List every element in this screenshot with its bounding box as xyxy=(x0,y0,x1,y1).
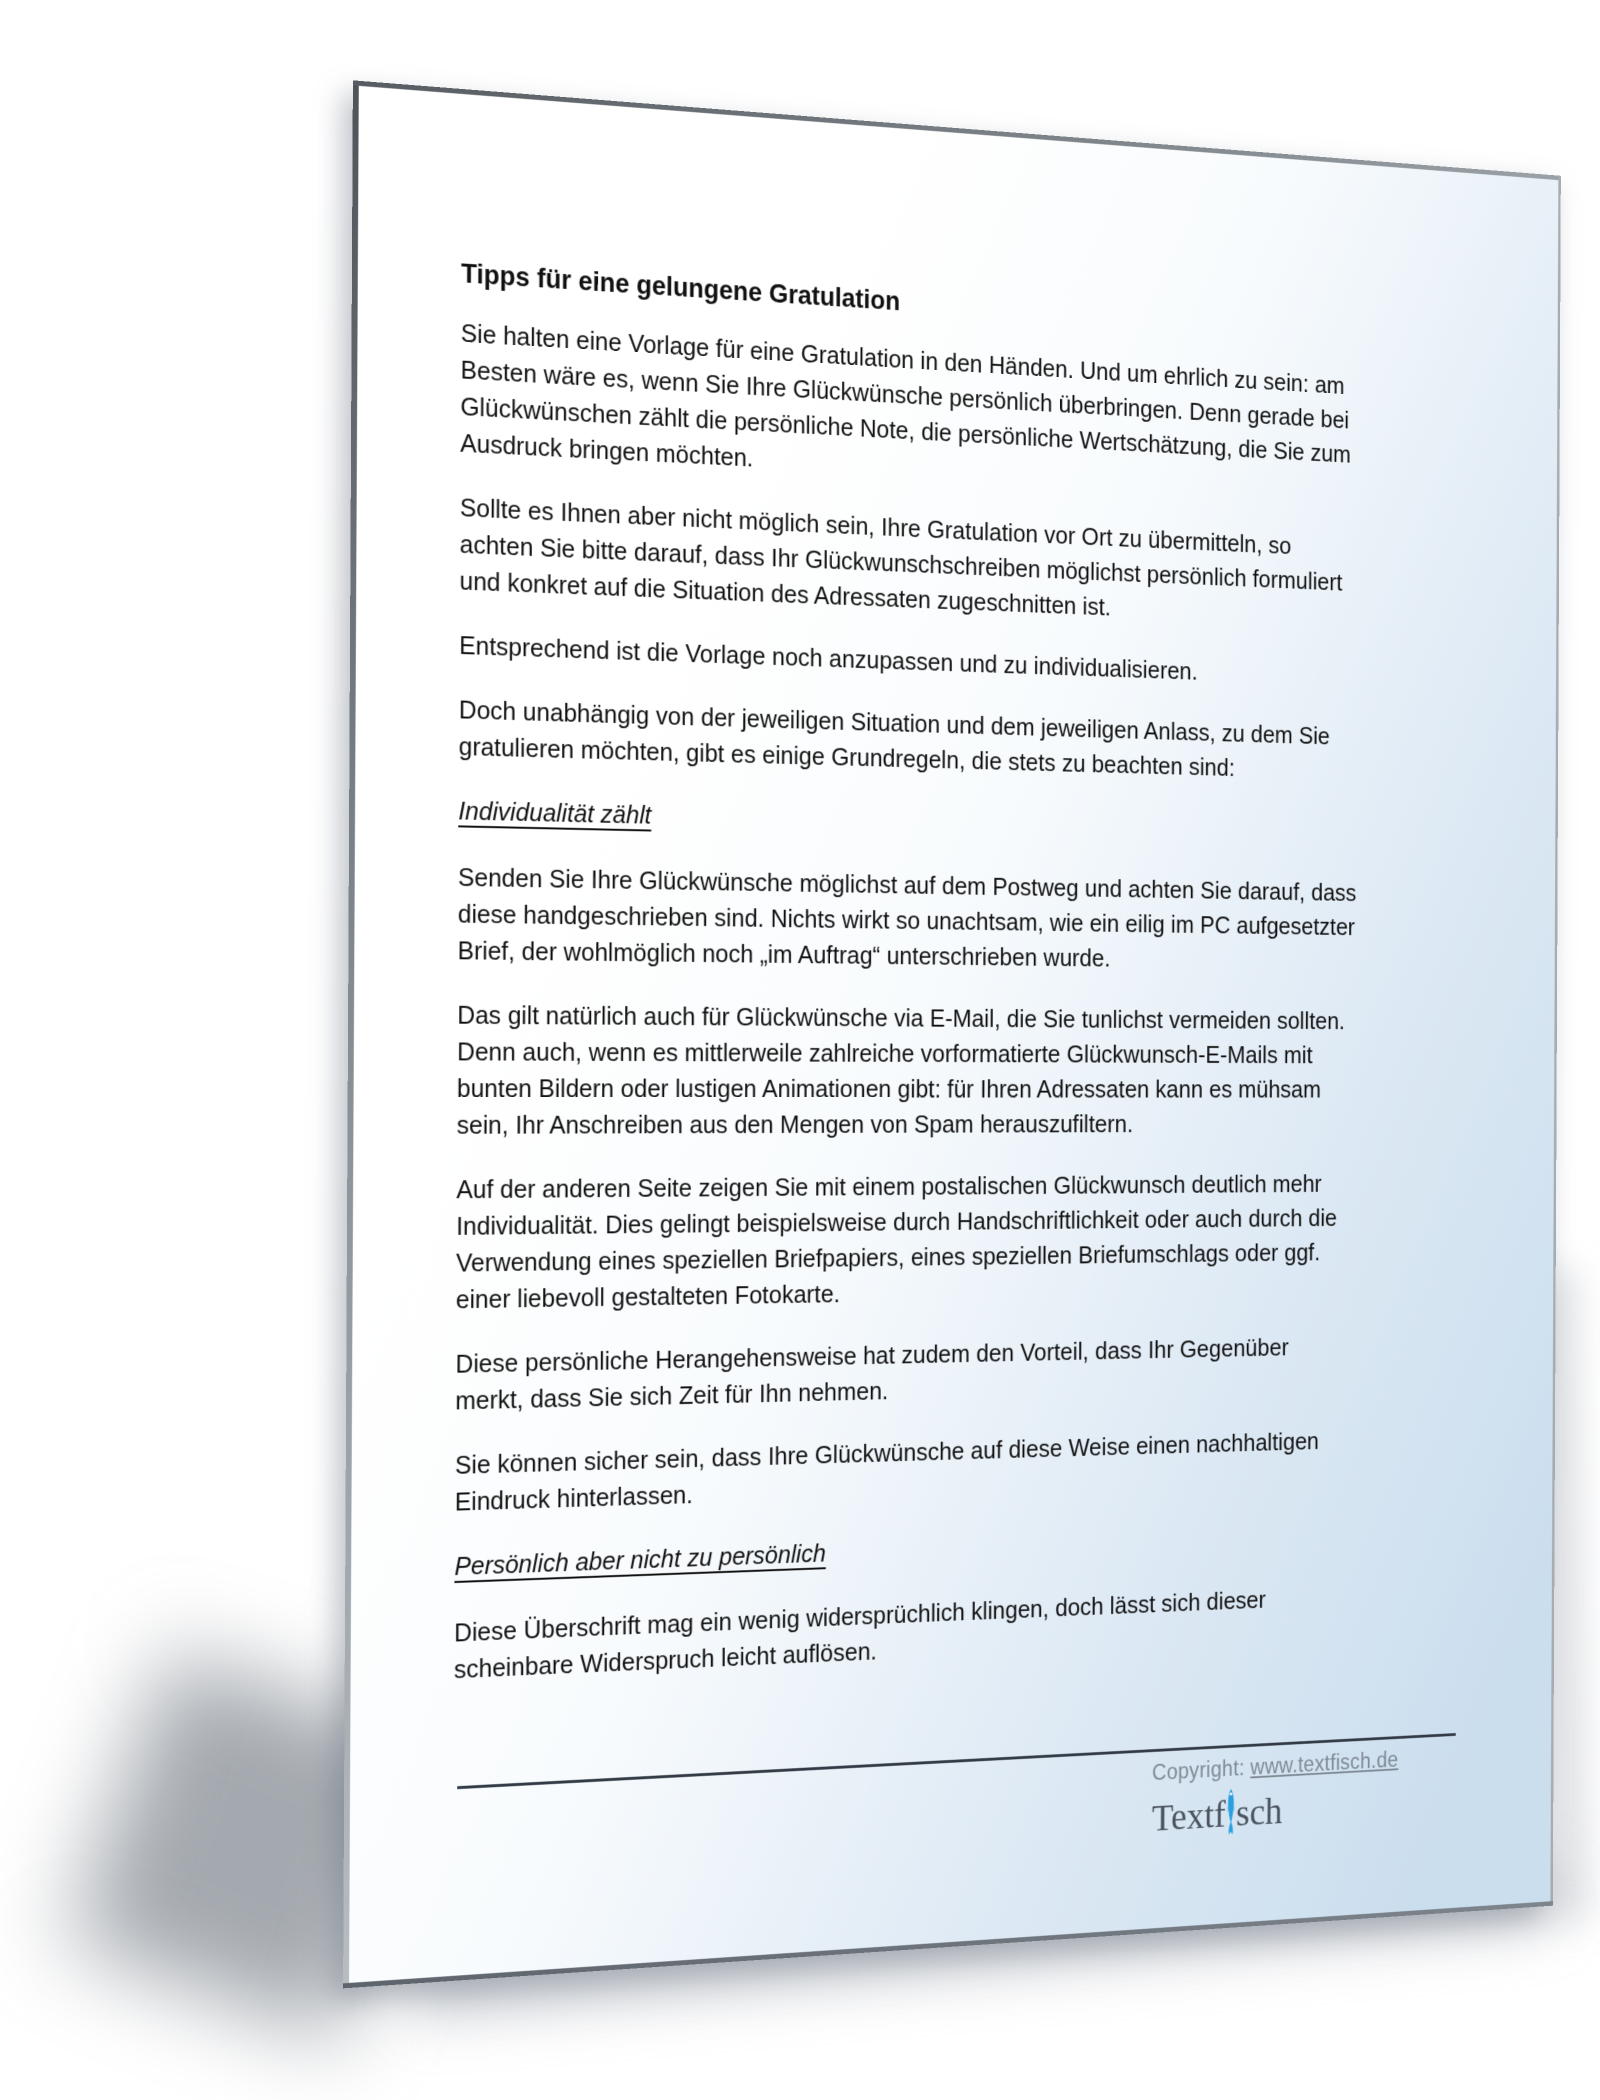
paragraph: Diese Überschrift mag ein wenig widersprüchlich klingen, doch lässt sich dieser scheinbare Widerspruch leicht auflösen. xyxy=(453,1587,1266,1685)
section-heading: Individualität zählt xyxy=(458,797,652,830)
copyright-label: Copyright: xyxy=(1151,1755,1251,1785)
paragraph: Sie halten eine Vorlage für eine Gratulation in den Händen. Und um ehrlich zu sein: am Besten wäre es, wenn Sie Ihre Glückwünsche persönlich überbringen. Denn gerade bei Glückwünschen zählt die persönliche Note, die persönliche Wertschätzung, die Sie zum Ausdruck bringen möchten. xyxy=(460,319,1351,473)
paragraph: Auf der anderen Seite zeigen Sie mit einem postalischen Glückwunsch deutlich mehr Individualität. Dies gelingt beispielsweise durch Handschriftlichkeit oder auch durch die Verwendung eines speziellen Briefpapiers, eines speziellen Briefumschlags oder ggf. einer liebevoll gestalteten Fotokarte. xyxy=(455,1171,1338,1315)
document-content xyxy=(343,80,1561,1988)
paragraph: Das gilt natürlich auch für Glückwünsche via E-Mail, die Sie tunlichst vermeiden sollten. Denn auch, wenn es mittlerweile zahlreiche vorformatierte Glückwunsch-E-Mails mit bunten Bildern oder lustigen Animationen gibt: für Ihren Adressaten kann es mühsam sein, Ihr Anschreiben aus den Mengen von Spam herauszufiltern. xyxy=(456,1001,1346,1140)
section-heading: Persönlich aber nicht zu persönlich xyxy=(454,1540,826,1582)
document-page xyxy=(343,80,1561,1988)
logo-text-suffix: sch xyxy=(1235,1788,1283,1835)
paragraph: Senden Sie Ihre Glückwünsche möglichst auf dem Postweg und achten Sie darauf, dass diese handgeschrieben sind. Nichts wirkt so unachtsam, wie ein eilig im PC aufgesetzter Brief, der wohlmöglich noch „im Auftrag“ unterschrieben wurde. xyxy=(457,864,1357,973)
paragraph: Sollte es Ihnen aber nicht möglich sein, Ihre Gratulation vor Ort zu übermitteln, so achten Sie bitte darauf, dass Ihr Glückwunschschreiben möglichst persönlich formuliert und konkret auf die Situation des Adressaten zugeschnitten ist. xyxy=(459,494,1343,622)
logo-text-prefix: Textf xyxy=(1151,1791,1226,1840)
paragraph: Diese persönliche Herangehensweise hat zudem den Vorteil, dass Ihr Gegenüber merkt, dass Sie sich Zeit für Ihn nehmen. xyxy=(455,1334,1289,1416)
paragraph: Sie können sicher sein, dass Ihre Glückwünsche auf diese Weise einen nachhaltigen Eindruck hinterlassen. xyxy=(454,1428,1319,1517)
copyright-link[interactable]: www.textfisch.de xyxy=(1250,1747,1399,1780)
paragraph: Doch unabhängig von der jeweiligen Situation und dem jeweiligen Anlass, zu dem Sie gratulieren möchten, gibt es einige Grundregeln, die stets zu beachten sind: xyxy=(458,696,1330,782)
document-title: Tipps für eine gelungene Gratulation xyxy=(461,258,901,317)
paragraph: Entsprechend ist die Vorlage noch anzupassen und zu individualisieren. xyxy=(459,632,1198,686)
fish-icon xyxy=(1225,1788,1237,1848)
footer-info xyxy=(1152,1747,1399,1848)
